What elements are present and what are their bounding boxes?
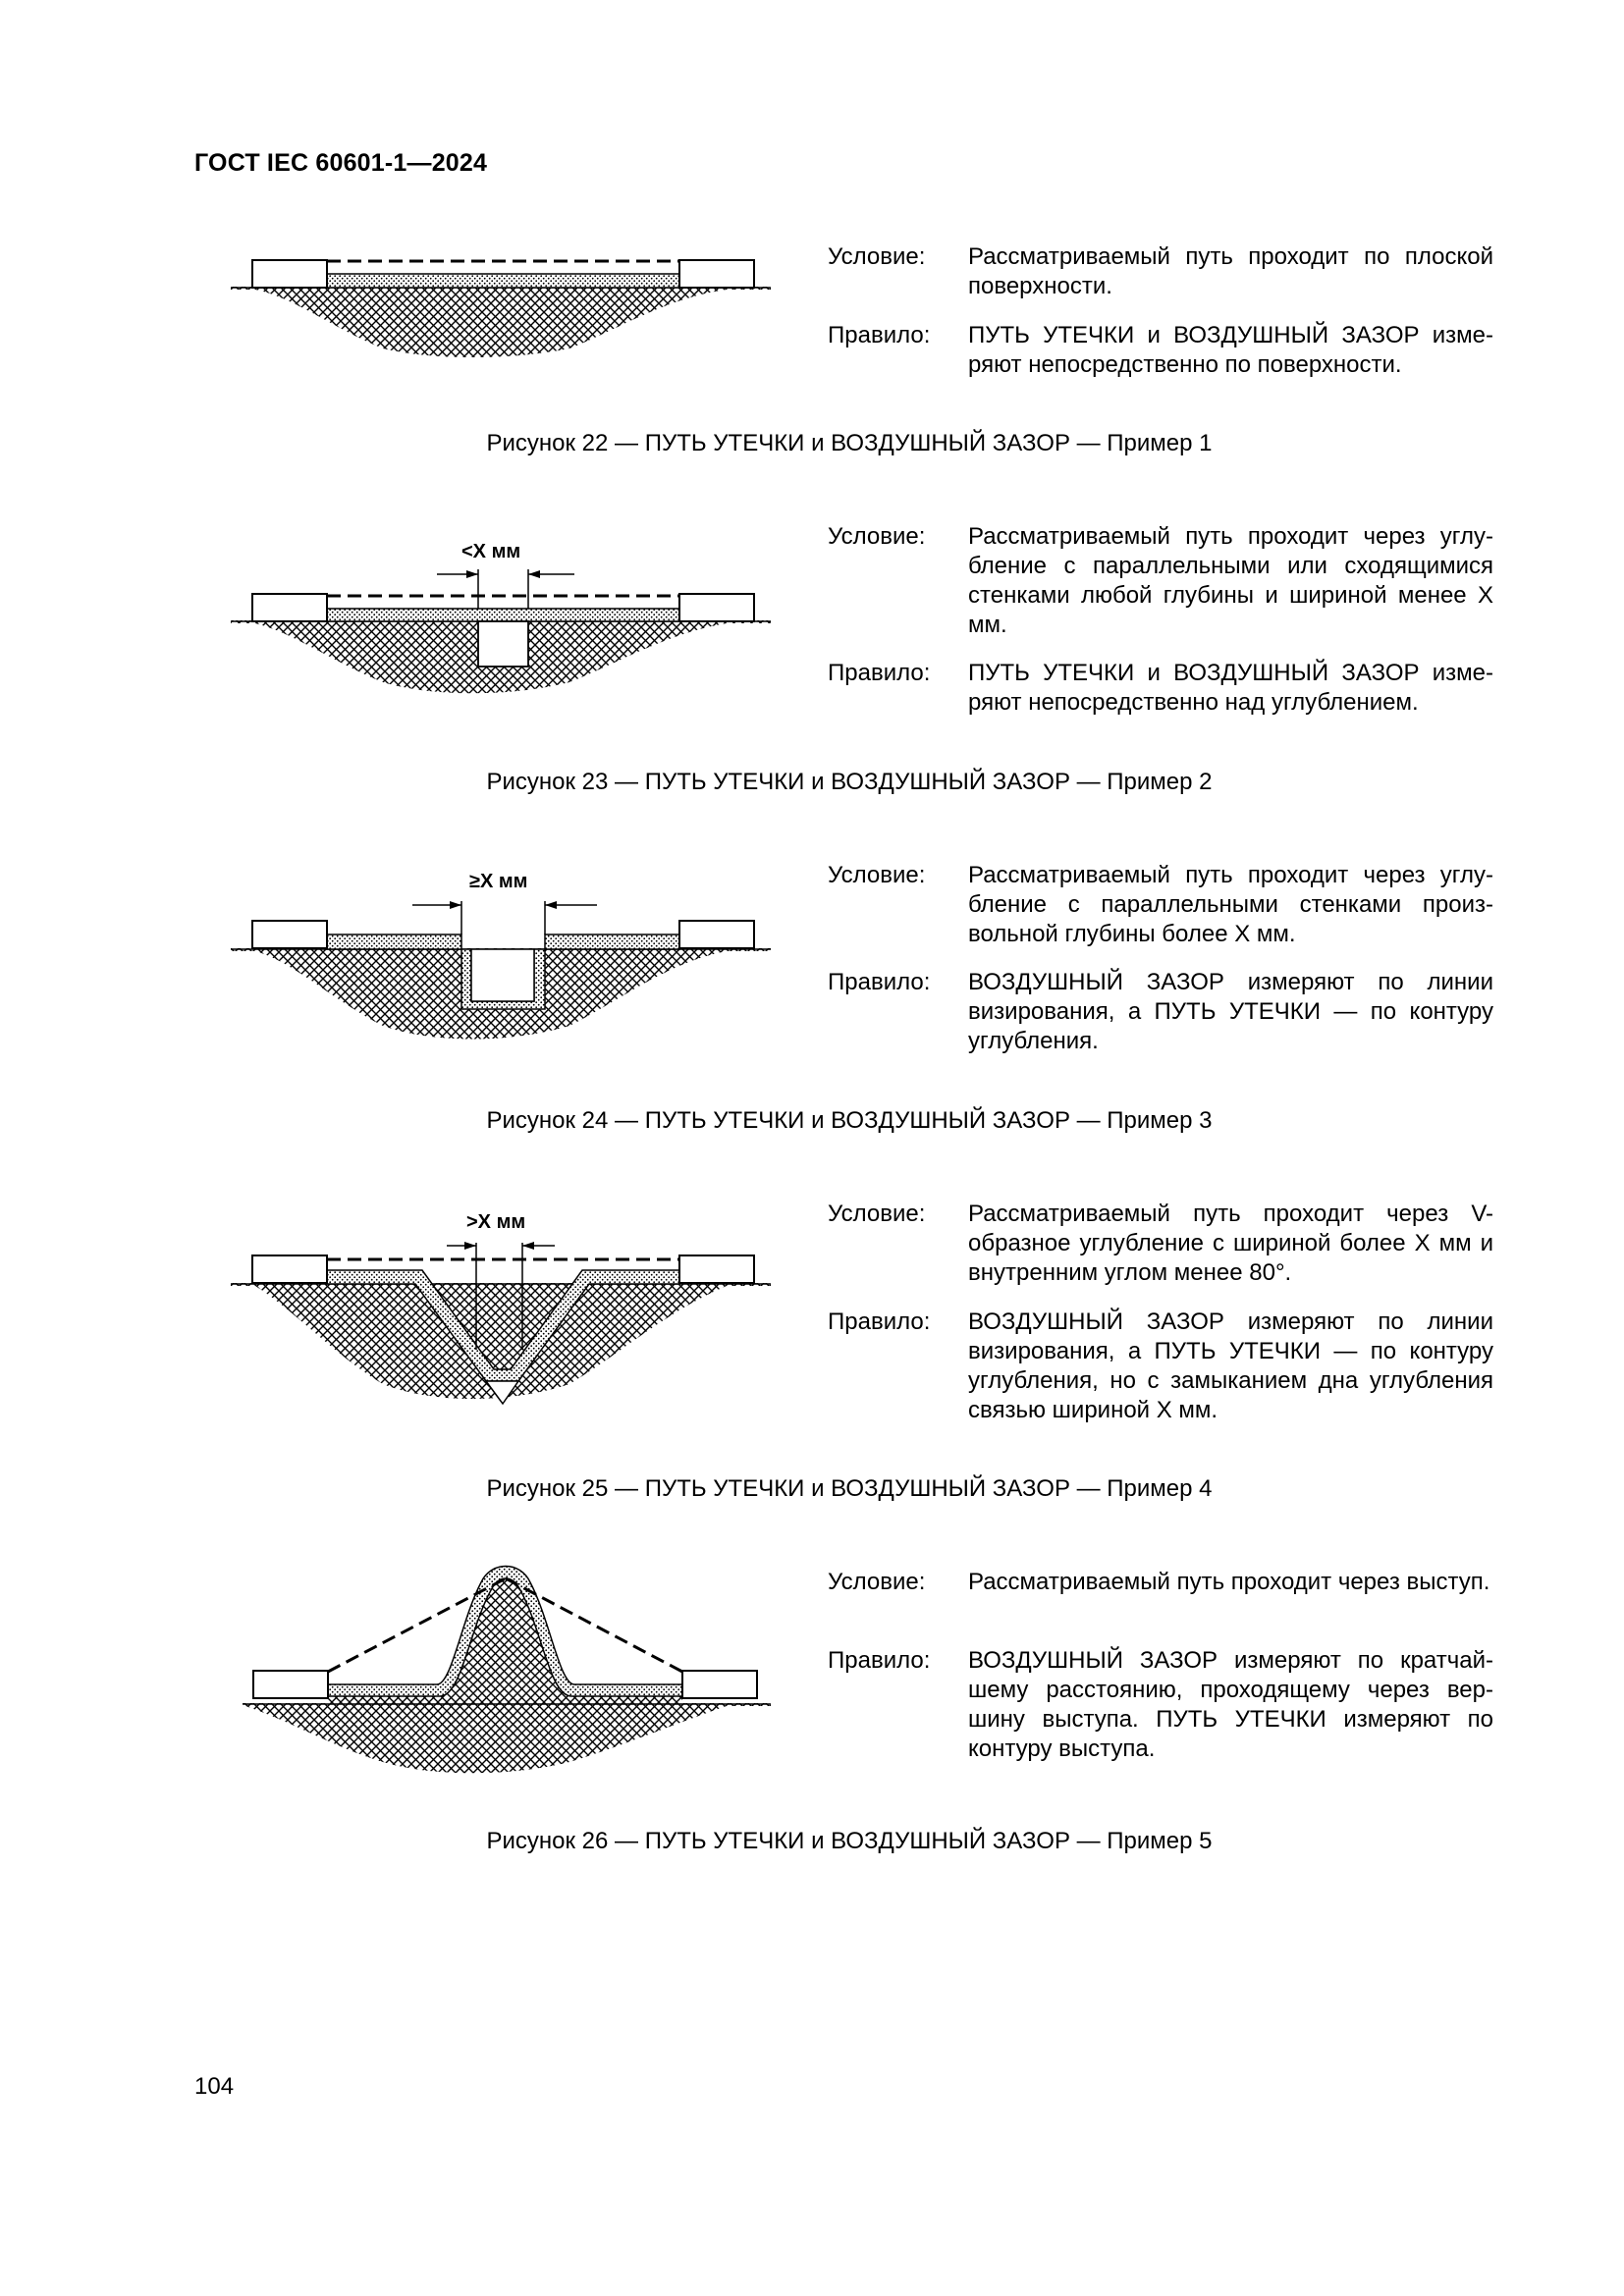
condition-label: Условие: — [828, 523, 926, 550]
condition-label: Условие: — [828, 1569, 926, 1595]
rule-label: Правило: — [828, 322, 931, 348]
rule-label: Правило: — [828, 1308, 931, 1335]
figure-23-diagram — [226, 530, 785, 707]
condition-label: Условие: — [828, 862, 926, 888]
rule-text: ВОЗДУШНЫЙ ЗАЗОР измеряют по линии визирования, а ПУТЬ УТЕЧКИ — по контуру углубления, но с замыканием дна углубления связью шириной X мм. — [968, 1308, 1493, 1423]
page-number: 104 — [194, 2073, 235, 2100]
dimension-label: <X мм — [461, 541, 521, 562]
rule-text: ПУТЬ УТЕЧКИ и ВОЗДУШНЫЙ ЗАЗОР измеряют непосредственно по поверхности. — [968, 322, 1493, 378]
dimension-label: >X мм — [466, 1211, 526, 1233]
figure-22-diagram — [226, 250, 785, 363]
condition-text: Рассматриваемый путь проходит по плоской поверхности. — [968, 243, 1493, 299]
rule-text: ВОЗДУШНЫЙ ЗАЗОР измеряют по кратчайшему расстоянию, проходящему через вершину выступа. ПУТЬ УТЕЧКИ измеряют по контуру выступа. — [968, 1647, 1493, 1762]
rule-label: Правило: — [828, 1647, 931, 1674]
figure-caption: Рисунок 23 — ПУТЬ УТЕЧКИ и ВОЗДУШНЫЙ ЗАЗОР — Пример 2 — [486, 769, 1213, 795]
figure-24-diagram — [226, 864, 785, 1055]
rule-text: ВОЗДУШНЫЙ ЗАЗОР измеряют по линии визирования, а ПУТЬ УТЕЧКИ — по контуру углубления. — [968, 969, 1493, 1054]
figure-caption: Рисунок 22 — ПУТЬ УТЕЧКИ и ВОЗДУШНЫЙ ЗАЗОР — Пример 1 — [486, 430, 1213, 456]
condition-text: Рассматриваемый путь проходит через углубление с параллельными или сходящимися стенками любой глубины и шириной менее X мм. — [968, 523, 1493, 638]
figure-26-diagram — [226, 1561, 785, 1782]
condition-text: Рассматриваемый путь проходит через углубление с параллельными стенками произвольной глубины более X мм. — [968, 862, 1493, 947]
figure-caption: Рисунок 24 — ПУТЬ УТЕЧКИ и ВОЗДУШНЫЙ ЗАЗОР — Пример 3 — [486, 1107, 1213, 1134]
condition-text: Рассматриваемый путь проходит через V-образное углубление с шириной более X мм и внутренним углом менее 80°. — [968, 1201, 1493, 1286]
dimension-label: ≥X мм — [469, 871, 528, 892]
condition-text: Рассматриваемый путь проходит через выступ. — [968, 1569, 1490, 1595]
figure-25-diagram — [226, 1202, 785, 1414]
rule-text: ПУТЬ УТЕЧКИ и ВОЗДУШНЫЙ ЗАЗОР измеряют непосредственно над углублением. — [968, 660, 1493, 716]
rule-label: Правило: — [828, 969, 931, 995]
condition-label: Условие: — [828, 1201, 926, 1227]
rule-label: Правило: — [828, 660, 931, 686]
document-header: ГОСТ IEC 60601-1—2024 — [194, 149, 488, 177]
figure-caption: Рисунок 25 — ПУТЬ УТЕЧКИ и ВОЗДУШНЫЙ ЗАЗОР — Пример 4 — [486, 1475, 1213, 1502]
condition-label: Условие: — [828, 243, 926, 270]
figure-caption: Рисунок 26 — ПУТЬ УТЕЧКИ и ВОЗДУШНЫЙ ЗАЗОР — Пример 5 — [486, 1828, 1213, 1854]
